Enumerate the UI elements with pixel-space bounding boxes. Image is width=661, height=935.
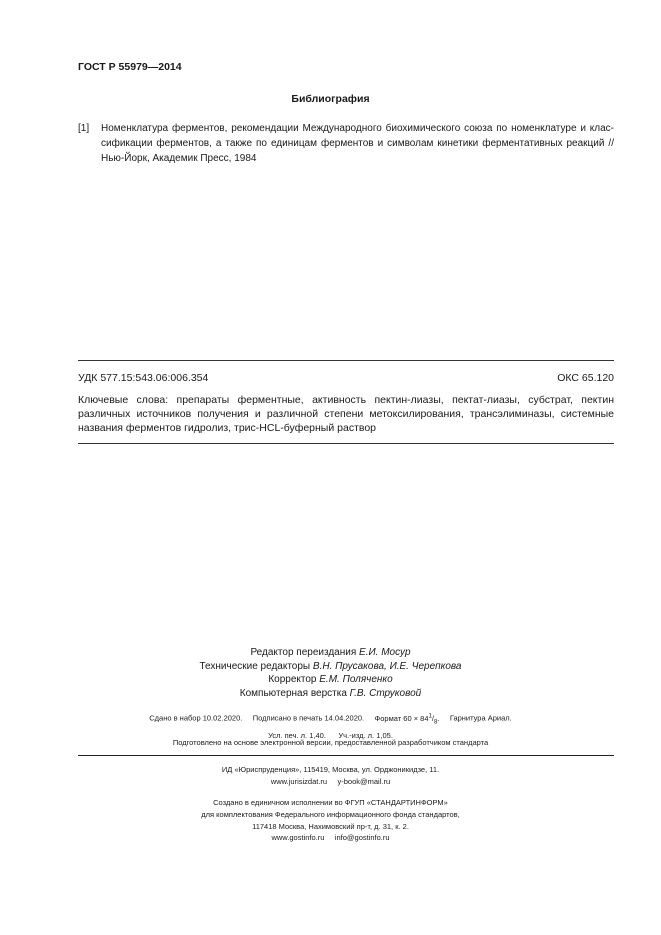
printer-site-link[interactable]: www.gostinfo.ru [271,833,325,843]
imprint-format-denominator: 8 [433,719,438,725]
publisher-info [0,764,661,788]
imprint-format-text: Формат 60 × 84 [374,713,429,723]
imprint-publisher-sheets: Уч.-изд. л. 1,05. [338,731,393,740]
bibliography-title: Библиография [291,93,370,105]
imprint-format-numerator: 1 [428,713,432,719]
imprint-print-sheets: Усл. печ. л. 1,40. [268,731,326,740]
credit-role: Редактор переиздания [250,647,357,658]
credit-name: Е.М. Поляченко [319,674,393,685]
imprint-format-slash: / [431,713,434,723]
imprint-print-date: Подписано в печать 14.04.2020. [252,713,365,723]
imprint-format-period: . [437,713,440,723]
imprint-typeface: Гарнитура Ариал. [449,713,512,723]
printer-info [0,797,661,844]
publisher-address: ИД «Юриспруденция», 115419, Москва, ул. Орджоникидзе, 11. [221,765,440,774]
publisher-email-link[interactable]: y-book@mail.ru [337,777,391,786]
printer-email-link[interactable]: info@gostinfo.ru [334,833,390,843]
credit-line [0,646,661,660]
publisher-contacts [0,776,661,788]
printer-line-1: Создано в единичном исполнении во ФГУП «СТАНДАРТИНФОРМ» [213,798,448,807]
credit-role: Корректор [268,674,317,685]
divider-thick [78,755,614,756]
credit-role: Компьютерная верстка [239,687,347,699]
printer-line-3: 117418 Москва, Нахимовский пр-т, д. 31, к. 2. [252,821,409,831]
prepared-note: Подготовлено на основе электронной версии, предоставленной разработчиком стандарта [172,738,489,747]
imprint-typeset-date: Сдано в набор 10.02.2020. [149,713,243,723]
keywords: Ключевые слова: препараты ферментные, активность пектин-лиазы, пектат-лиазы, субстрат, пектин различных источников получения и различной степени метоксилирования, трансэлиминазы, системные названия ферментов гидролиз, трис-HCL-буферный раствор [78,394,614,434]
credit-line [0,673,661,687]
printer-contacts [0,832,661,844]
credit-line [0,660,661,674]
divider-top [78,360,614,361]
credits [0,646,661,700]
credit-line [0,687,661,701]
bibliography-item-text: Номенклатура ферментов, рекомендации Международного биохимического союза по номенклатуре и клас-сификации ферментов, а также по единицам ферментов и символам кинетики ферментативных реакций // Нью-Йорк, Академик Пресс, 1984 [101,123,614,164]
imprint-line-1 [0,709,661,729]
imprint-format [375,714,440,723]
credit-name: Г.В. Струковой [349,687,422,699]
credit-role: Технические редакторы [199,660,311,672]
credit-name: Е.И. Мосур [359,647,411,658]
oks-code: ОКС 65.120 [557,372,614,384]
udk-code: УДК 577.15:543.06:006.354 [78,372,209,384]
divider-bottom [78,443,614,444]
credit-name: В.Н. Прусакова, И.Е. Черепкова [312,660,462,672]
bibliography-item-number: [1] [78,123,90,134]
publisher-site-link[interactable]: www.jurisizdat.ru [270,777,328,786]
document-header: ГОСТ Р 55979—2014 [78,61,182,73]
printer-line-2: для комплектования Федерального информационного фонда стандартов, [201,809,460,819]
